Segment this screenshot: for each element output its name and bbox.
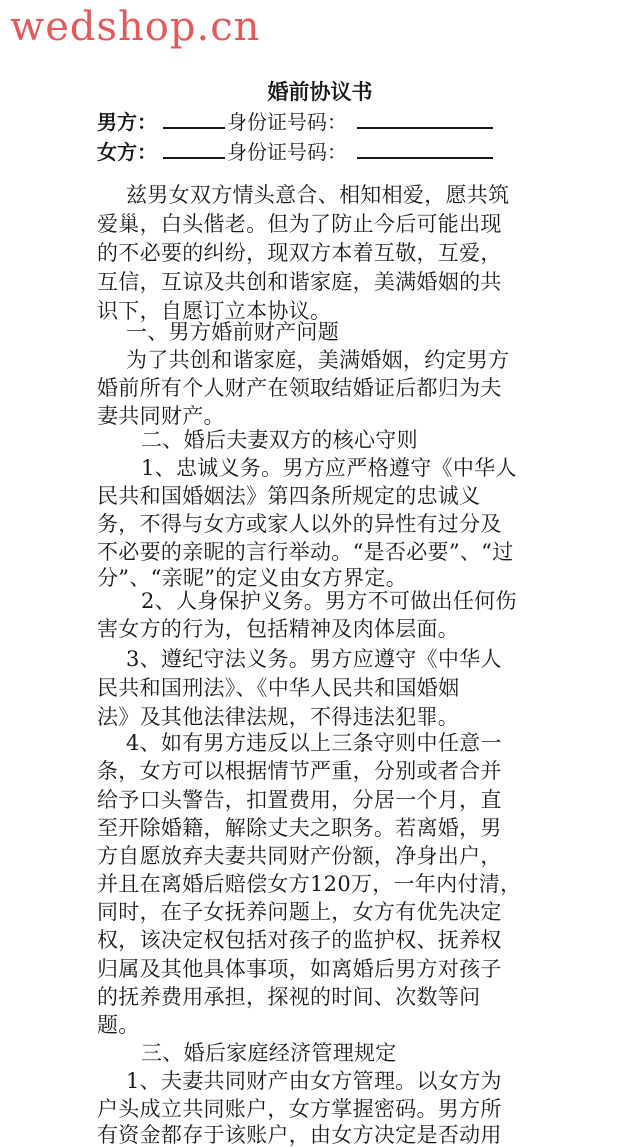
body-line: 权，该决定权包括对孩子的监护权、抚养权	[97, 928, 502, 952]
female-label: 女方：	[97, 140, 157, 164]
male-name-blank[interactable]	[163, 111, 225, 129]
male-party-row	[97, 106, 493, 135]
body-line: 分”、“亲昵”的定义由女方界定。	[97, 566, 408, 590]
body-line: 的不必要的纠纷，现双方本着互敬，互爱，	[97, 241, 502, 265]
body-line: 法》及其他法律法规，不得违法犯罪。	[97, 705, 460, 729]
section-heading: 三、婚后家庭经济管理规定	[141, 1041, 397, 1065]
body-line: 2、人身保护义务。男方不可做出任何伤	[141, 589, 517, 613]
female-name-blank[interactable]	[163, 141, 225, 159]
body-line: 1、忠诚义务。男方应严格遵守《中华人	[141, 456, 517, 480]
body-line: 识下，自愿订立本协议。	[97, 299, 332, 323]
male-label: 男方：	[97, 110, 157, 134]
male-id-label: 身份证号码：	[227, 110, 347, 134]
body-line: 害女方的行为，包括精神及肉体层面。	[97, 617, 460, 641]
body-line: 题。	[97, 1013, 140, 1037]
body-line: 为了共创和谐家庭，美满婚姻，约定男方	[126, 348, 510, 372]
male-id-blank[interactable]	[357, 111, 493, 129]
body-line: 民共和国婚姻法》第四条所规定的忠诚义	[97, 484, 481, 508]
body-line: 同时，在子女抚养问题上，女方有优先决定	[97, 900, 502, 924]
female-id-label: 身份证号码：	[227, 140, 347, 164]
body-line: 妻共同财产。	[97, 404, 225, 428]
body-line: 归属及其他具体事项，如离婚后男方对孩子	[97, 957, 502, 981]
body-line: 不必要的亲昵的言行举动。“是否必要”、“过	[97, 540, 514, 564]
section-heading: 一、男方婚前财产问题	[126, 320, 339, 344]
document-title: 婚前协议书	[267, 80, 373, 104]
body-line: 务，不得与女方或家人以外的异性有过分及	[97, 512, 502, 536]
female-id-blank[interactable]	[357, 141, 493, 159]
body-line: 户头成立共同账户，女方掌握密码。男方所	[97, 1097, 502, 1121]
body-line: 并且在离婚后赔偿女方120万，一年内付清，	[97, 872, 522, 896]
body-line: 婚前所有个人财产在领取结婚证后都归为夫	[97, 376, 502, 400]
section-heading: 二、婚后夫妻双方的核心守则	[141, 428, 418, 452]
body-line: 给予口头警告，扣置费用，分居一个月，直	[97, 788, 502, 812]
body-line: 方自愿放弃夫妻共同财产份额，净身出户，	[97, 844, 502, 868]
watermark: wedshop.cn	[10, 4, 261, 50]
body-line: 有资金都存于该账户，由女方决定是否动用	[97, 1123, 502, 1147]
female-party-row	[97, 136, 493, 165]
body-line: 爱巢，白头偕老。但为了防止今后可能出现	[97, 212, 502, 236]
body-line: 至开除婚籍，解除丈夫之职务。若离婚，男	[97, 816, 502, 840]
body-line: 互信，互谅及共创和谐家庭，美满婚姻的共	[97, 270, 502, 294]
body-line: 的抚养费用承担，探视的时间、次数等问	[97, 985, 481, 1009]
body-line: 民共和国刑法》、《中华人民共和国婚姻	[97, 676, 460, 700]
body-line: 4、如有男方违反以上三条守则中任意一	[126, 731, 502, 755]
body-line: 3、遵纪守法义务。男方应遵守《中华人	[126, 647, 502, 671]
body-line: 1、夫妻共同财产由女方管理。以女方为	[126, 1069, 502, 1093]
body-line: 条，女方可以根据情节严重，分别或者合并	[97, 759, 502, 783]
body-line: 兹男女双方情头意合、相知相爱，愿共筑	[126, 183, 510, 207]
